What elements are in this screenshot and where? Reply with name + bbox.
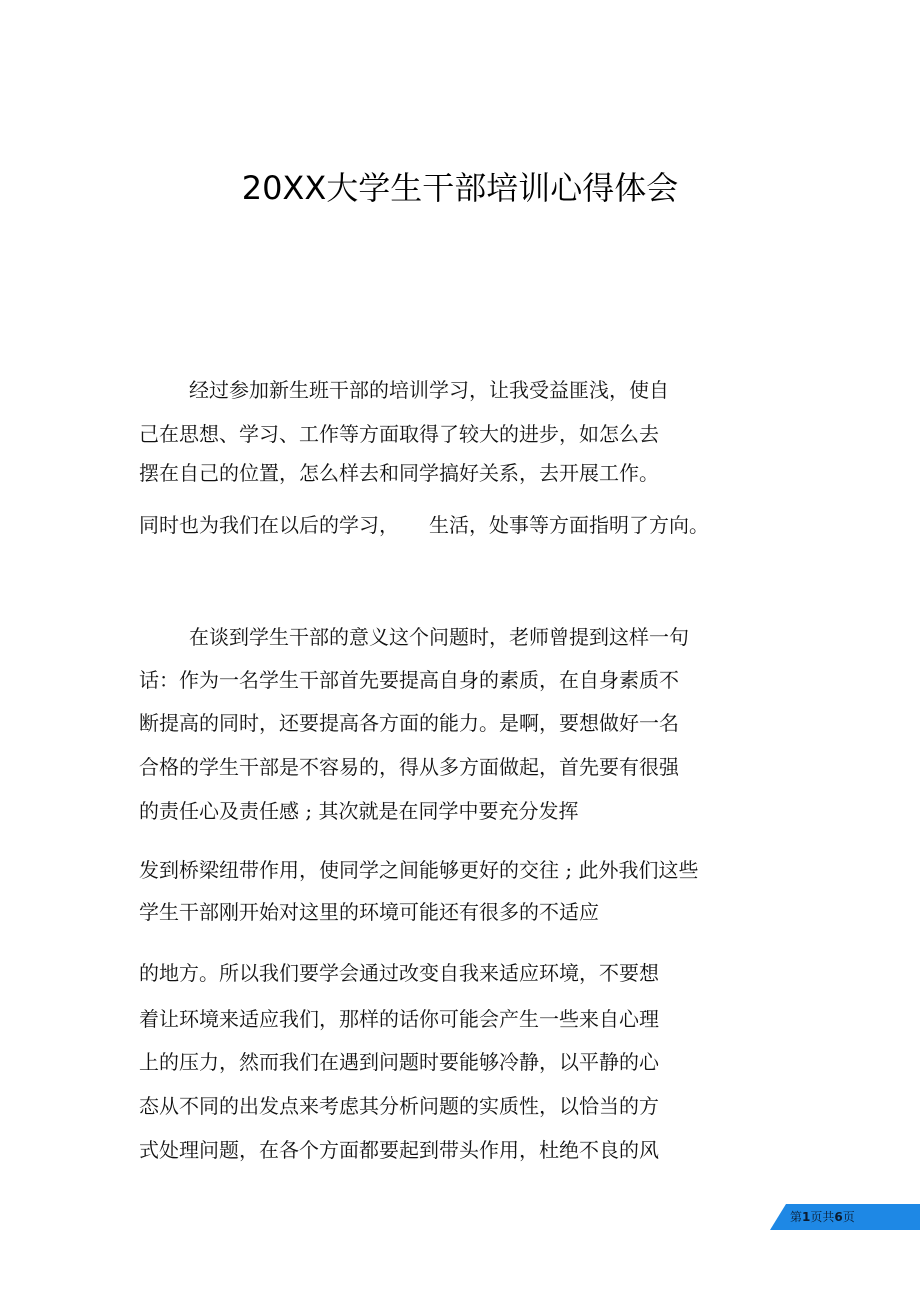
paragraph-line: 在谈到学生干部的意义这个问题时，老师曾提到这样一句 bbox=[189, 625, 689, 649]
paragraph-line: 经过参加新生班干部的培训学习，让我受益匪浅，使自 bbox=[189, 378, 669, 402]
paragraph-line: 摆在自己的位置，怎么样去和同学搞好关系，去开展工作。 bbox=[139, 461, 659, 485]
paragraph-line: 上的压力，然而我们在遇到问题时要能够冷静，以平静的心 bbox=[139, 1050, 659, 1074]
current-page-number: 1 bbox=[802, 1210, 811, 1224]
paragraph-line: 的责任心及责任感 ; 其次就是在同学中要充分发挥 bbox=[139, 799, 579, 823]
paragraph-line: 态从不同的出发点来考虑其分析问题的实质性，以恰当的方 bbox=[139, 1094, 659, 1118]
paragraph-line: 式处理问题，在各个方面都要起到带头作用，杜绝不良的风 bbox=[139, 1138, 659, 1162]
page-label-suffix: 页 bbox=[842, 1210, 855, 1224]
document-title: 20XX大学生干部培训心得体会 bbox=[241, 169, 679, 207]
paragraph-line: 学生干部刚开始对这里的环境可能还有很多的不适应 bbox=[139, 900, 599, 924]
paragraph-line: 话：作为一名学生干部首先要提高自身的素质，在自身素质不 bbox=[139, 668, 679, 692]
paragraph-line: 合格的学生干部是不容易的，得从多方面做起，首先要有很强 bbox=[139, 755, 679, 779]
page-label-middle: 页共 bbox=[810, 1210, 835, 1224]
page-number-text bbox=[790, 1204, 855, 1230]
paragraph-line: 发到桥梁纽带作用，使同学之间能够更好的交往 ; 此外我们这些 bbox=[139, 858, 699, 882]
paragraph-line: 的地方。所以我们要学会通过改变自我来适应环境，不要想 bbox=[139, 961, 659, 985]
total-page-number: 6 bbox=[834, 1210, 843, 1224]
paragraph-line: 同时也为我们在以后的学习， 生活，处事等方面指明了方向。 bbox=[139, 513, 709, 537]
page-label-prefix: 第 bbox=[790, 1210, 803, 1224]
paragraph-line: 己在思想、学习、工作等方面取得了较大的进步，如怎么去 bbox=[139, 422, 659, 446]
paragraph-line: 着让环境来适应我们，那样的话你可能会产生一些来自心理 bbox=[139, 1007, 659, 1031]
paragraph-line: 断提高的同时，还要提高各方面的能力。是啊，要想做好一名 bbox=[139, 711, 679, 735]
